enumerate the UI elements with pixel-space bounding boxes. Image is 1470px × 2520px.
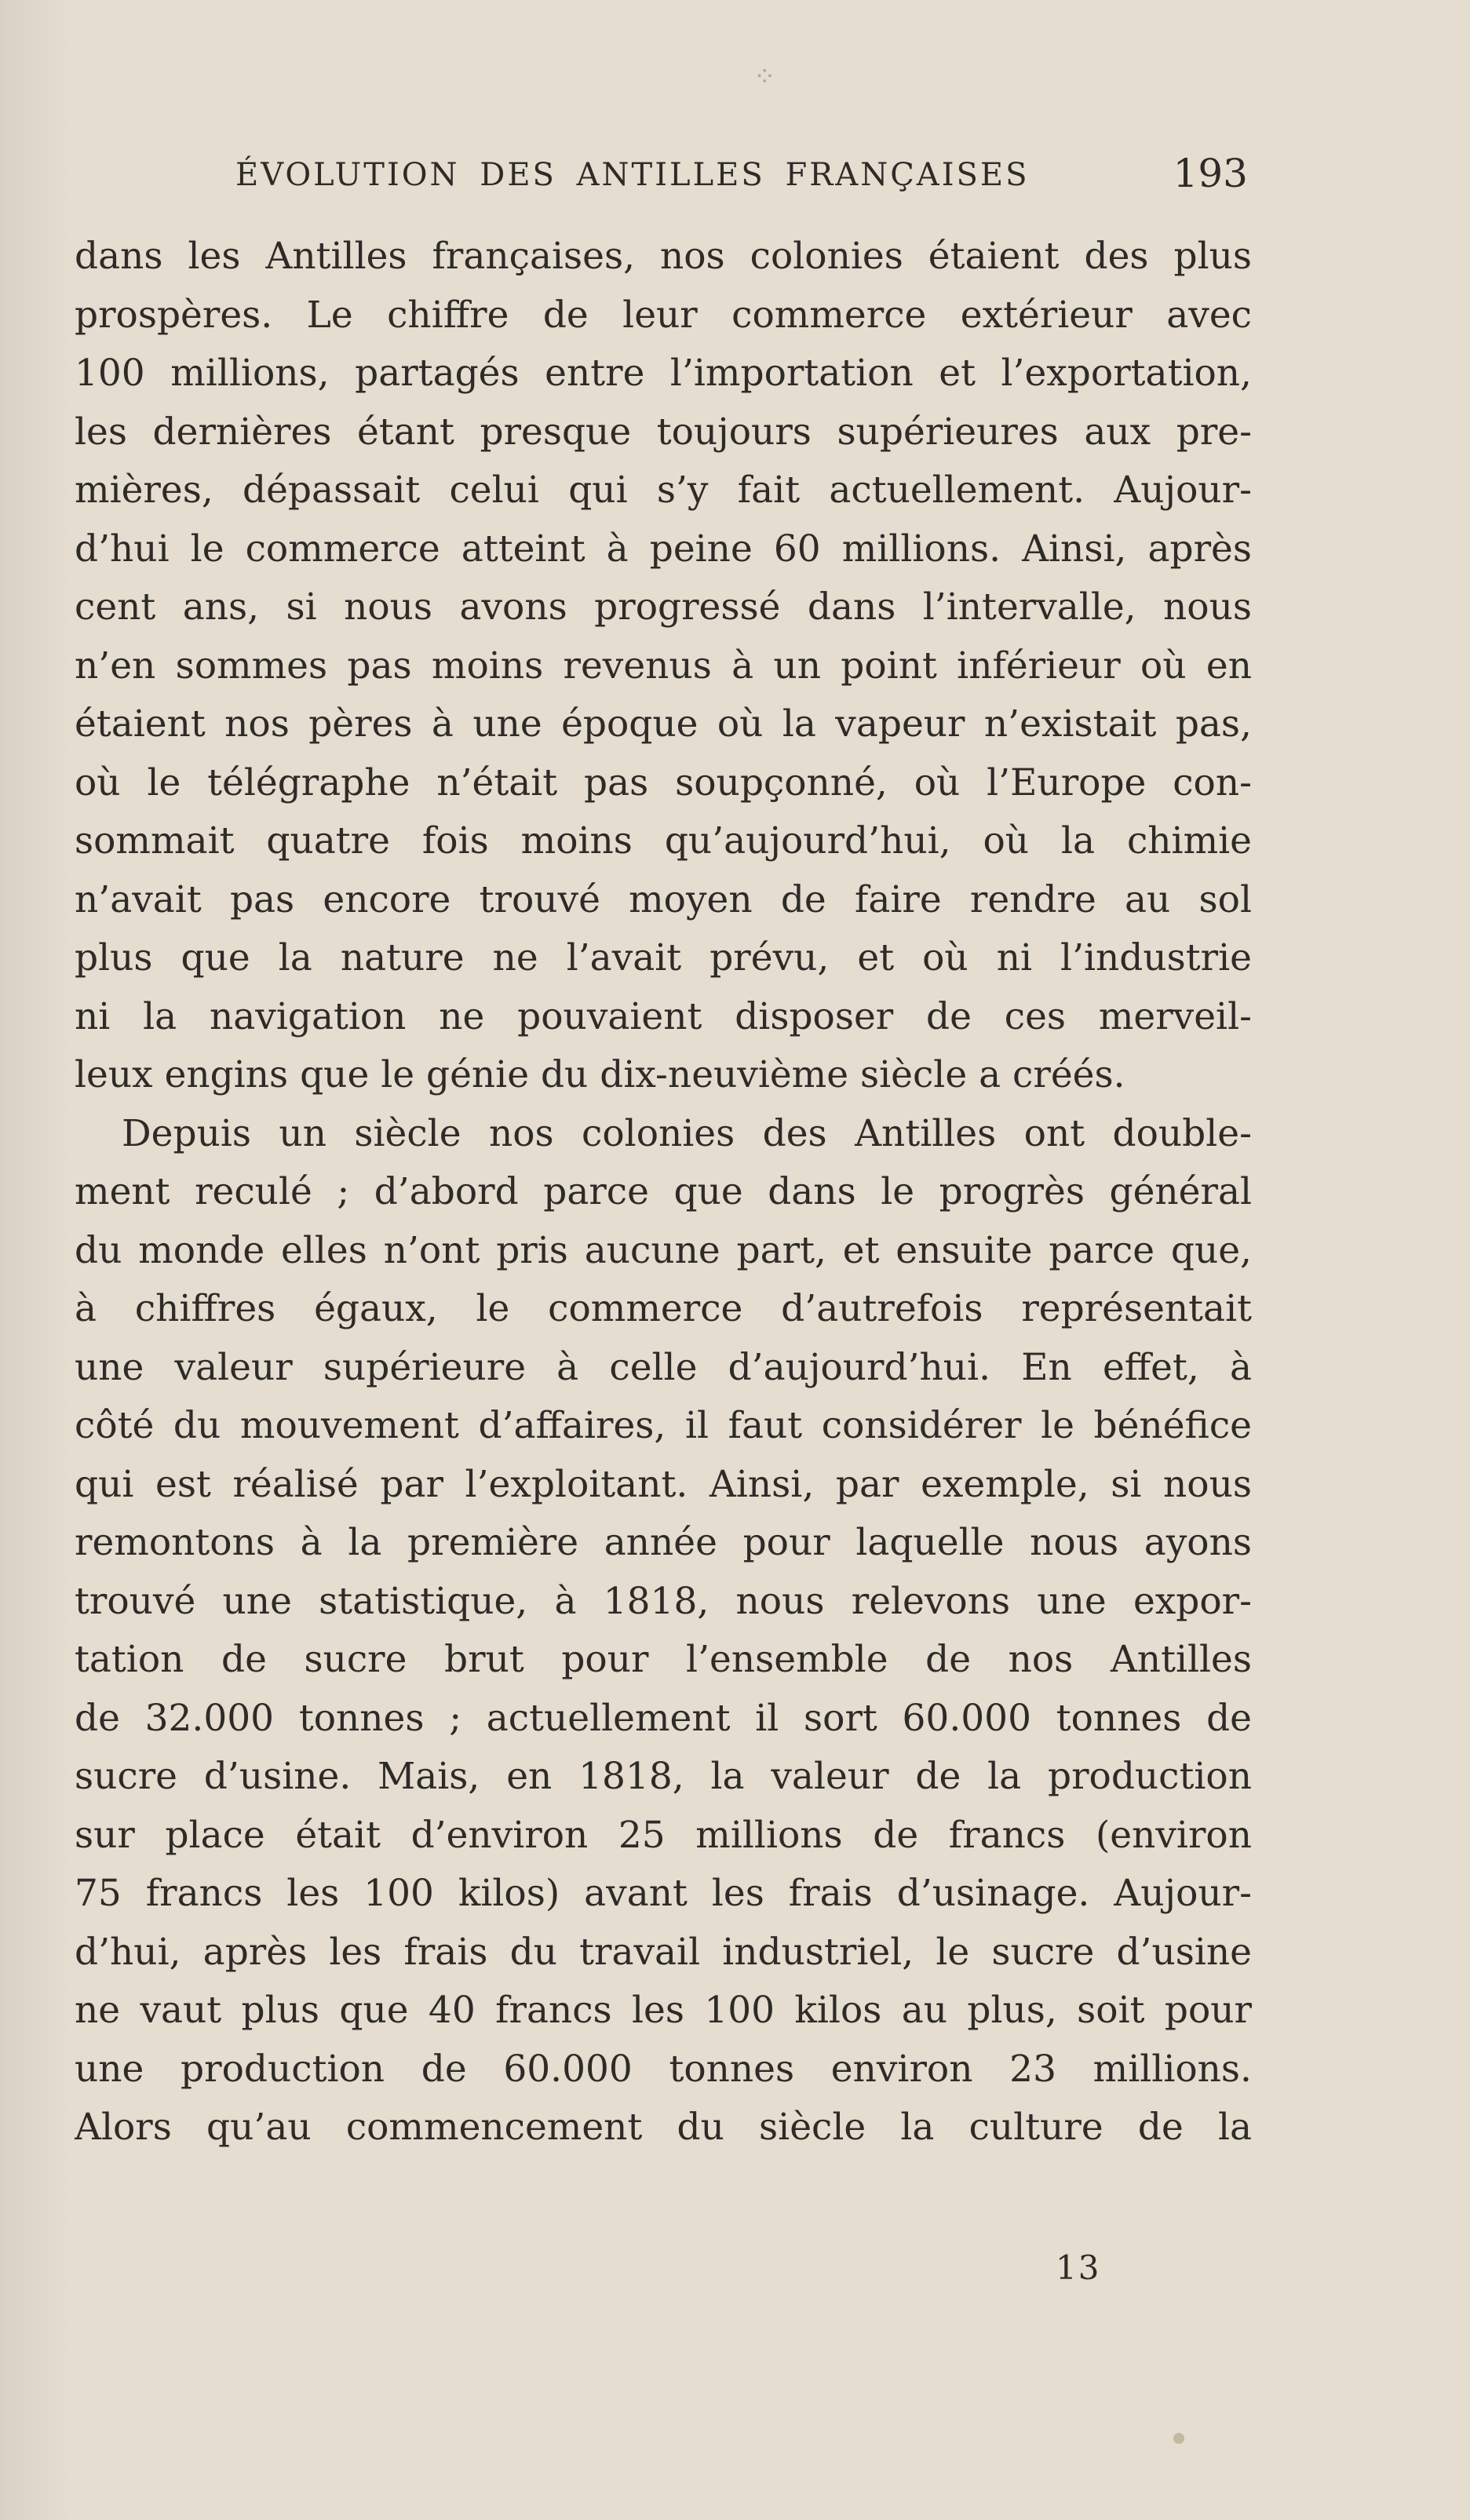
- body-text: [75, 228, 1252, 2157]
- running-title: ÉVOLUTION DES ANTILLES FRANÇAISES: [235, 157, 1030, 193]
- page-number: 193: [1173, 151, 1248, 196]
- text-line: 100 millions, partagés entre l’importation et l’exportation,: [75, 352, 1252, 395]
- text-line: mières, dépassait celui qui s’y fait actuellement. Aujour-: [75, 469, 1252, 512]
- text-line: dans les Antilles françaises, nos colonies étaient des plus: [75, 235, 1252, 278]
- text-line: d’hui, après les frais du travail industriel, le sucre d’usine: [75, 1930, 1252, 1974]
- text-line: les dernières étant presque toujours supérieures aux pre-: [75, 410, 1252, 454]
- text-line: trouvé une statistique, à 1818, nous relevons une expor-: [75, 1579, 1252, 1623]
- text-line: à chiffres égaux, le commerce d’autrefois représentait: [75, 1287, 1252, 1330]
- text-line: ni la navigation ne pouvaient disposer de ces merveil-: [75, 994, 1252, 1038]
- text-line: remontons à la première année pour laquelle nous ayons: [75, 1521, 1252, 1564]
- text-line: plus que la nature ne l’avait prévu, et où ni l’industrie: [75, 936, 1252, 979]
- text-line: sommait quatre fois moins qu’aujourd’hui, où la chimie: [75, 819, 1252, 862]
- text-line: étaient nos pères à une époque où la vapeur n’existait pas,: [75, 702, 1252, 746]
- text-line: ne vaut plus que 40 francs les 100 kilos au plus, soit pour: [75, 1989, 1252, 2032]
- text-line: côté du mouvement d’affaires, il faut considérer le bénéfice: [75, 1404, 1252, 1447]
- text-line: ment reculé ; d’abord parce que dans le progrès général: [75, 1170, 1252, 1213]
- paragraph-end-line: leux engins que le génie du dix-neuvième siècle a créés.: [75, 1053, 1125, 1096]
- text-line: 75 francs les 100 kilos) avant les frais d’usinage. Aujour-: [75, 1872, 1252, 1915]
- text-line: d’hui le commerce atteint à peine 60 millions. Ainsi, après: [75, 527, 1252, 571]
- printer-signature-mark: 13: [1056, 2248, 1101, 2287]
- text-line: Alors qu’au commencement du siècle la culture de la: [75, 2106, 1252, 2149]
- paper-speck: [1173, 2433, 1184, 2444]
- text-line: où le télégraphe n’était pas soupçonné, où l’Europe con-: [75, 760, 1252, 804]
- running-header: [235, 149, 1248, 212]
- text-line: n’en sommes pas moins revenus à un point inférieur où en: [75, 644, 1252, 687]
- paragraph-start-line: Depuis un siècle nos colonies des Antilles ont double-: [122, 1111, 1252, 1155]
- text-line: de 32.000 tonnes ; actuellement il sort 60.000 tonnes de: [75, 1696, 1252, 1740]
- text-line: qui est réalisé par l’exploitant. Ainsi, par exemple, si nous: [75, 1462, 1252, 1506]
- text-line: tation de sucre brut pour l’ensemble de nos Antilles: [75, 1638, 1252, 1681]
- text-line: une valeur supérieure à celle d’aujourd’hui. En effet, à: [75, 1345, 1252, 1389]
- text-line: sur place était d’environ 25 millions de francs (environ: [75, 1813, 1252, 1857]
- ink-stain-icon: ⁘: [753, 61, 776, 93]
- text-line: cent ans, si nous avons progressé dans l’intervalle, nous: [75, 585, 1252, 629]
- text-line: n’avait pas encore trouvé moyen de faire rendre au sol: [75, 877, 1252, 921]
- text-line: du monde elles n’ont pris aucune part, et ensuite parce que,: [75, 1228, 1252, 1272]
- text-line: une production de 60.000 tonnes environ 23 millions.: [75, 2047, 1252, 2091]
- text-line: sucre d’usine. Mais, en 1818, la valeur de la production: [75, 1755, 1252, 1798]
- text-line: prospères. Le chiffre de leur commerce extérieur avec: [75, 293, 1252, 337]
